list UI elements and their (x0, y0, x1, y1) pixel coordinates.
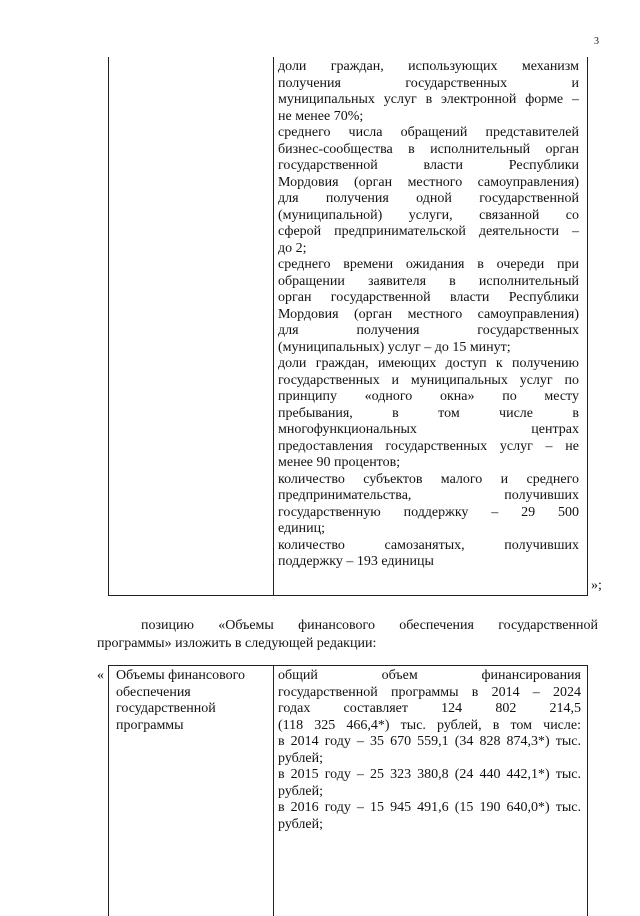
text-line: государственной программы в 2014 – 2024 (278, 684, 581, 700)
text-line: доли граждан, использующих механизм (278, 59, 579, 74)
text-line: предоставления государственных услуг – не (278, 438, 579, 454)
page-number: 3 (594, 36, 599, 47)
text-line: предпринимательства, получивших (278, 488, 579, 503)
text-line: среднего числа обращений представителей (278, 125, 579, 140)
opening-quote-mark: « (97, 668, 104, 683)
text-line: обеспечения (116, 684, 191, 700)
paragraph-line: программы» изложить в следующей редакции: (97, 636, 377, 651)
financing-label-cell (116, 668, 266, 734)
text-line: (118 325 466,4*) тыс. рублей, в том числе: (278, 717, 581, 733)
text-line: сферой предпринимательской деятельности – (278, 224, 579, 239)
text-line: орган государственной власти Республики (278, 290, 579, 305)
column-divider (273, 57, 274, 595)
indicators-cell (278, 59, 579, 571)
text-line: в 2016 году – 15 945 491,6 (15 190 640,0*) тыс. (278, 800, 581, 815)
text-line: единиц; (278, 521, 326, 536)
text-line: получения государственных и (278, 75, 579, 91)
text-line: (муниципальных) услуг – до 15 минут; (278, 339, 511, 355)
text-line: программы (116, 717, 184, 733)
text-line: среднего времени ожидания в очереди при (278, 257, 579, 272)
text-line: государственной (116, 701, 216, 716)
text-line: обращении заявителя в исполнительный (278, 273, 579, 289)
text-line: рублей; (278, 816, 323, 832)
text-line: пребывания, в том числе в (278, 405, 579, 421)
indicators-table (108, 57, 588, 596)
instruction-paragraph (97, 617, 598, 653)
text-line: Объемы финансового (116, 668, 245, 683)
text-line: поддержку – 193 единицы (278, 554, 434, 569)
text-line: рублей; (278, 783, 323, 799)
paragraph-line: позицию «Объемы финансового обеспечения государственной (141, 618, 598, 633)
text-line: количество самозанятых, получивших (278, 537, 579, 553)
text-line: в 2014 году – 35 670 559,1 (34 828 874,3*) тыс. (278, 734, 581, 749)
financing-value-cell (278, 668, 581, 833)
text-line: менее 90 процентов; (278, 455, 401, 470)
financing-table (108, 665, 588, 916)
text-line: государственной власти Республики (278, 158, 579, 173)
text-line: годах составляет 124 802 214,5 (278, 701, 581, 716)
text-line: бизнес-сообщества в исполнительный орган (278, 141, 579, 157)
text-line: количество субъектов малого и среднего (278, 471, 579, 487)
text-line: доли граждан, имеющих доступ к получению (278, 356, 579, 371)
text-line: (муниципальной) услуги, связанной со (278, 207, 579, 223)
text-line: рублей; (278, 750, 323, 766)
text-line: Мордовия (орган местного самоуправления) (278, 174, 579, 190)
text-line: для получения одной государственной (278, 191, 579, 206)
text-line: общий объем финансирования (278, 668, 581, 683)
text-line: Мордовия (орган местного самоуправления) (278, 306, 579, 322)
text-line: для получения государственных (278, 323, 579, 338)
text-line: до 2; (278, 240, 307, 256)
text-line: государственную поддержку – 29 500 (278, 504, 579, 520)
text-line: в 2015 году – 25 323 380,8 (24 440 442,1*) тыс. (278, 767, 581, 782)
text-line: муниципальных услуг в электронной форме – (278, 92, 579, 107)
text-line: многофункциональных центрах (278, 422, 579, 437)
text-line: принципу «одного окна» по месту (278, 389, 579, 404)
closing-quote-mark: »; (591, 578, 602, 593)
column-divider (273, 666, 274, 916)
text-line: государственных и муниципальных услуг по (278, 372, 579, 388)
text-line: не менее 70%; (278, 108, 364, 124)
